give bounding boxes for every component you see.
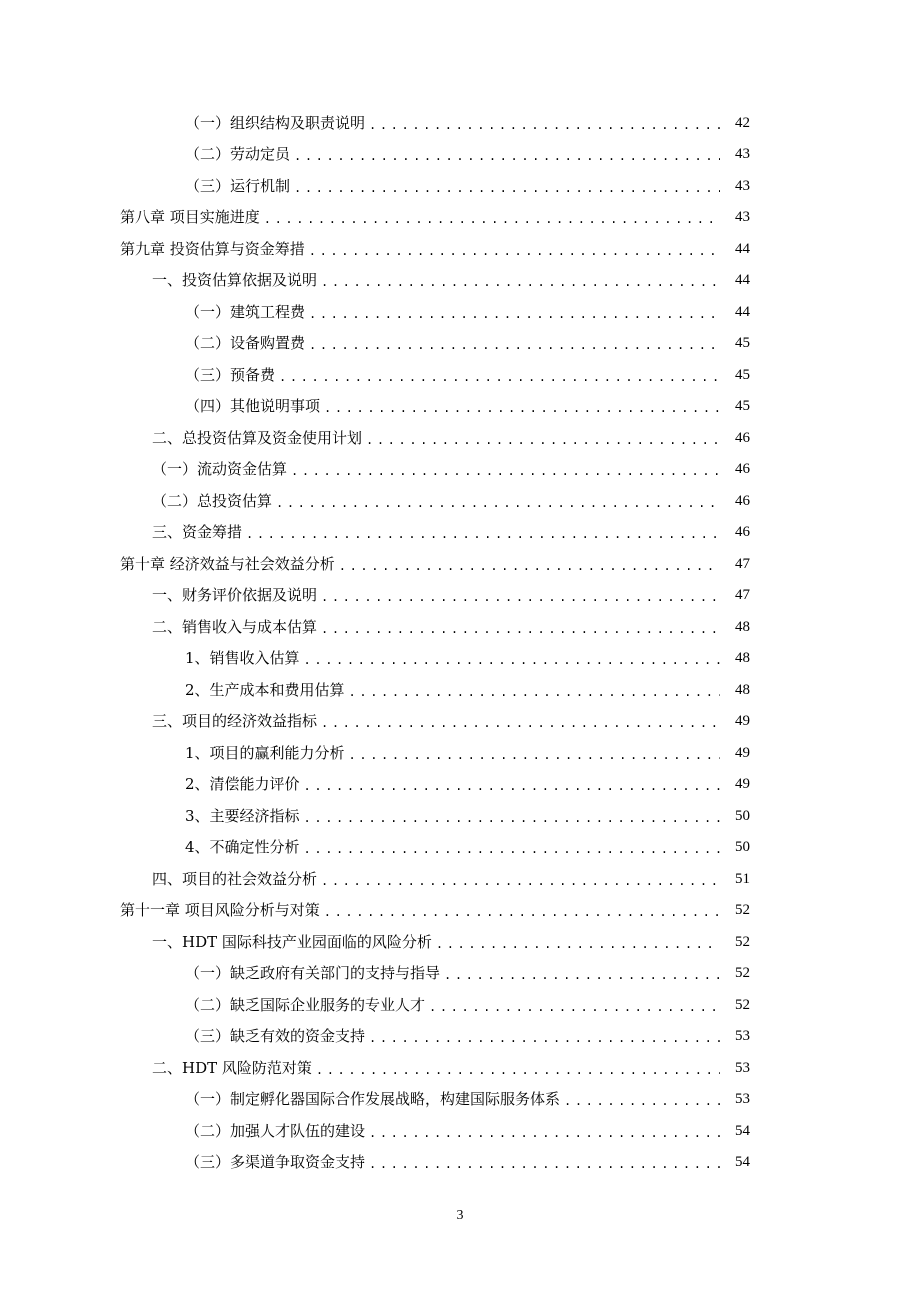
toc-entry[interactable]: [0, 205, 920, 229]
toc-entry-page: 44: [735, 304, 750, 320]
toc-entry-label: （二）加强人才队伍的建设: [185, 1122, 366, 1140]
toc-entry-label: 三、资金筹措: [152, 523, 243, 541]
toc-entry-label: （三）多渠道争取资金支持: [185, 1153, 366, 1171]
toc-entry-label: 一、投资估算依据及说明: [152, 271, 318, 289]
toc-entry-label: 第八章 项目实施进度: [120, 208, 260, 226]
toc-entry-label: 二、总投资估算及资金使用计划: [152, 429, 363, 447]
toc-entry-label: （一）制定孵化器国际合作发展战略，构建国际服务体系: [185, 1090, 561, 1108]
toc-entry[interactable]: [0, 174, 920, 198]
toc-entry-page: 53: [735, 1091, 750, 1107]
toc-leader-dots: [321, 268, 720, 292]
toc-entry-label: （二）总投资估算: [152, 492, 273, 510]
toc-entry[interactable]: [0, 394, 920, 418]
toc-entry[interactable]: [0, 552, 920, 576]
toc-entry-label: 一、财务评价依据及说明: [152, 586, 318, 604]
toc-entry-label: （一）缺乏政府有关部门的支持与指导: [185, 964, 441, 982]
toc-entry-page: 50: [735, 808, 750, 824]
toc-entry[interactable]: [0, 709, 920, 733]
toc-entry-page: 52: [735, 934, 750, 950]
toc-entry[interactable]: [0, 583, 920, 607]
toc-entry-page: 48: [735, 682, 750, 698]
toc-leader-dots: [291, 457, 720, 481]
toc-leader-dots: [349, 678, 720, 702]
toc-leader-dots: [324, 898, 720, 922]
toc-entry[interactable]: [0, 142, 920, 166]
toc-entry[interactable]: [0, 772, 920, 796]
toc-entry[interactable]: [0, 331, 920, 355]
toc-entry-page: 47: [735, 556, 750, 572]
toc-entry-page: 49: [735, 713, 750, 729]
toc-entry-page: 54: [735, 1154, 750, 1170]
toc-entry-label: 1、销售收入估算: [185, 649, 300, 667]
toc-entry[interactable]: [0, 1056, 920, 1080]
toc-leader-dots: [276, 489, 720, 513]
toc-entry[interactable]: [0, 961, 920, 985]
toc-entry[interactable]: [0, 993, 920, 1017]
toc-entry-page: 53: [735, 1028, 750, 1044]
toc-entry-label: 4、不确定性分析: [185, 838, 300, 856]
toc-entry[interactable]: [0, 1087, 920, 1111]
toc-leader-dots: [444, 961, 720, 985]
toc-entry[interactable]: [0, 835, 920, 859]
toc-entry-page: 46: [735, 461, 750, 477]
toc-entry-page: 42: [735, 115, 750, 131]
toc-entry-page: 48: [735, 619, 750, 635]
toc-entry-label: 一、HDT 国际科技产业园面临的风险分析: [152, 933, 432, 951]
toc-leader-dots: [246, 520, 720, 544]
toc-leader-dots: [309, 331, 720, 355]
toc-entry-page: 45: [735, 335, 750, 351]
toc-entry-label: 二、销售收入与成本估算: [152, 618, 318, 636]
toc-entry-page: 54: [735, 1123, 750, 1139]
toc-entry-label: 第十一章 项目风险分析与对策: [120, 901, 320, 919]
toc-entry-label: 1、项目的赢利能力分析: [185, 744, 345, 762]
toc-entry-label: （三）预备费: [185, 366, 276, 384]
toc-leader-dots: [321, 615, 720, 639]
toc-leader-dots: [369, 1150, 720, 1174]
toc-entry-label: 二、HDT 风险防范对策: [152, 1059, 312, 1077]
toc-entry[interactable]: [0, 867, 920, 891]
toc-leader-dots: [436, 930, 720, 954]
toc-entry[interactable]: [0, 678, 920, 702]
toc-entry-label: （一）流动资金估算: [152, 460, 288, 478]
toc-entry-label: （四）其他说明事项: [185, 397, 321, 415]
toc-entry[interactable]: [0, 898, 920, 922]
toc-leader-dots: [369, 1119, 720, 1143]
toc-entry[interactable]: [0, 300, 920, 324]
toc-entry-page: 43: [735, 178, 750, 194]
toc-entry-page: 46: [735, 493, 750, 509]
toc-entry[interactable]: [0, 804, 920, 828]
toc-leader-dots: [564, 1087, 720, 1111]
toc-entry-label: （三）缺乏有效的资金支持: [185, 1027, 366, 1045]
toc-entry-page: 46: [735, 524, 750, 540]
toc-entry-label: （三）运行机制: [185, 177, 291, 195]
toc-entry[interactable]: [0, 520, 920, 544]
toc-leader-dots: [304, 804, 720, 828]
toc-leader-dots: [309, 237, 720, 261]
toc-entry[interactable]: [0, 930, 920, 954]
toc-leader-dots: [321, 583, 720, 607]
toc-entry-page: 46: [735, 430, 750, 446]
toc-entry-page: 43: [735, 146, 750, 162]
toc-entry-label: （一）组织结构及职责说明: [185, 114, 366, 132]
toc-entry-label: 2、生产成本和费用估算: [185, 681, 345, 699]
toc-leader-dots: [349, 741, 720, 765]
toc-leader-dots: [316, 1056, 720, 1080]
toc-leader-dots: [309, 300, 720, 324]
toc-leader-dots: [321, 867, 720, 891]
toc-entry-page: 49: [735, 745, 750, 761]
toc-entry-label: 2、清偿能力评价: [185, 775, 300, 793]
toc-leader-dots: [369, 1024, 720, 1048]
toc-entry-page: 52: [735, 902, 750, 918]
toc-entry-page: 49: [735, 776, 750, 792]
toc-leader-dots: [304, 835, 720, 859]
toc-entry-page: 45: [735, 367, 750, 383]
toc-leader-dots: [304, 772, 720, 796]
toc-entry-page: 52: [735, 997, 750, 1013]
toc-entry-page: 48: [735, 650, 750, 666]
toc-entry[interactable]: [0, 1119, 920, 1143]
toc-entry[interactable]: [0, 268, 920, 292]
toc-leader-dots: [429, 993, 720, 1017]
toc-entry-label: （二）设备购置费: [185, 334, 306, 352]
toc-entry[interactable]: [0, 741, 920, 765]
toc-leader-dots: [366, 426, 720, 450]
toc-entry[interactable]: [0, 1024, 920, 1048]
toc-entry-label: 3、主要经济指标: [185, 807, 300, 825]
toc-leader-dots: [264, 205, 720, 229]
toc-entry-page: 44: [735, 272, 750, 288]
page-number: 3: [456, 1208, 464, 1223]
toc-entry[interactable]: [0, 363, 920, 387]
toc-entry-label: 三、项目的经济效益指标: [152, 712, 318, 730]
toc-entry[interactable]: [0, 457, 920, 481]
toc-entry-label: （二）劳动定员: [185, 145, 291, 163]
toc-leader-dots: [324, 394, 720, 418]
toc-entry-page: 53: [735, 1060, 750, 1076]
toc-leader-dots: [369, 111, 720, 135]
toc-leader-dots: [294, 174, 720, 198]
toc-entry[interactable]: [0, 646, 920, 670]
toc-entry-label: 四、项目的社会效益分析: [152, 870, 318, 888]
toc-entry-label: 第十章 经济效益与社会效益分析: [120, 555, 335, 573]
toc-entry[interactable]: [0, 426, 920, 450]
toc-leader-dots: [321, 709, 720, 733]
toc-entry[interactable]: [0, 1150, 920, 1174]
toc-entry-page: 45: [735, 398, 750, 414]
toc-entry-page: 44: [735, 241, 750, 257]
toc-entry-page: 50: [735, 839, 750, 855]
toc-entry-label: （一）建筑工程费: [185, 303, 306, 321]
toc-leader-dots: [304, 646, 720, 670]
toc-entry-page: 52: [735, 965, 750, 981]
toc-entry-page: 43: [735, 209, 750, 225]
toc-entry[interactable]: [0, 615, 920, 639]
toc-entry-label: （二）缺乏国际企业服务的专业人才: [185, 996, 426, 1014]
toc-entry-page: 47: [735, 587, 750, 603]
toc-leader-dots: [279, 363, 720, 387]
toc-entry[interactable]: [0, 111, 920, 135]
toc-leader-dots: [339, 552, 720, 576]
toc-entry-label: 第九章 投资估算与资金筹措: [120, 240, 305, 258]
toc-leader-dots: [294, 142, 720, 166]
toc-entry-page: 51: [735, 871, 750, 887]
toc-entry[interactable]: [0, 489, 920, 513]
toc-entry[interactable]: [0, 237, 920, 261]
